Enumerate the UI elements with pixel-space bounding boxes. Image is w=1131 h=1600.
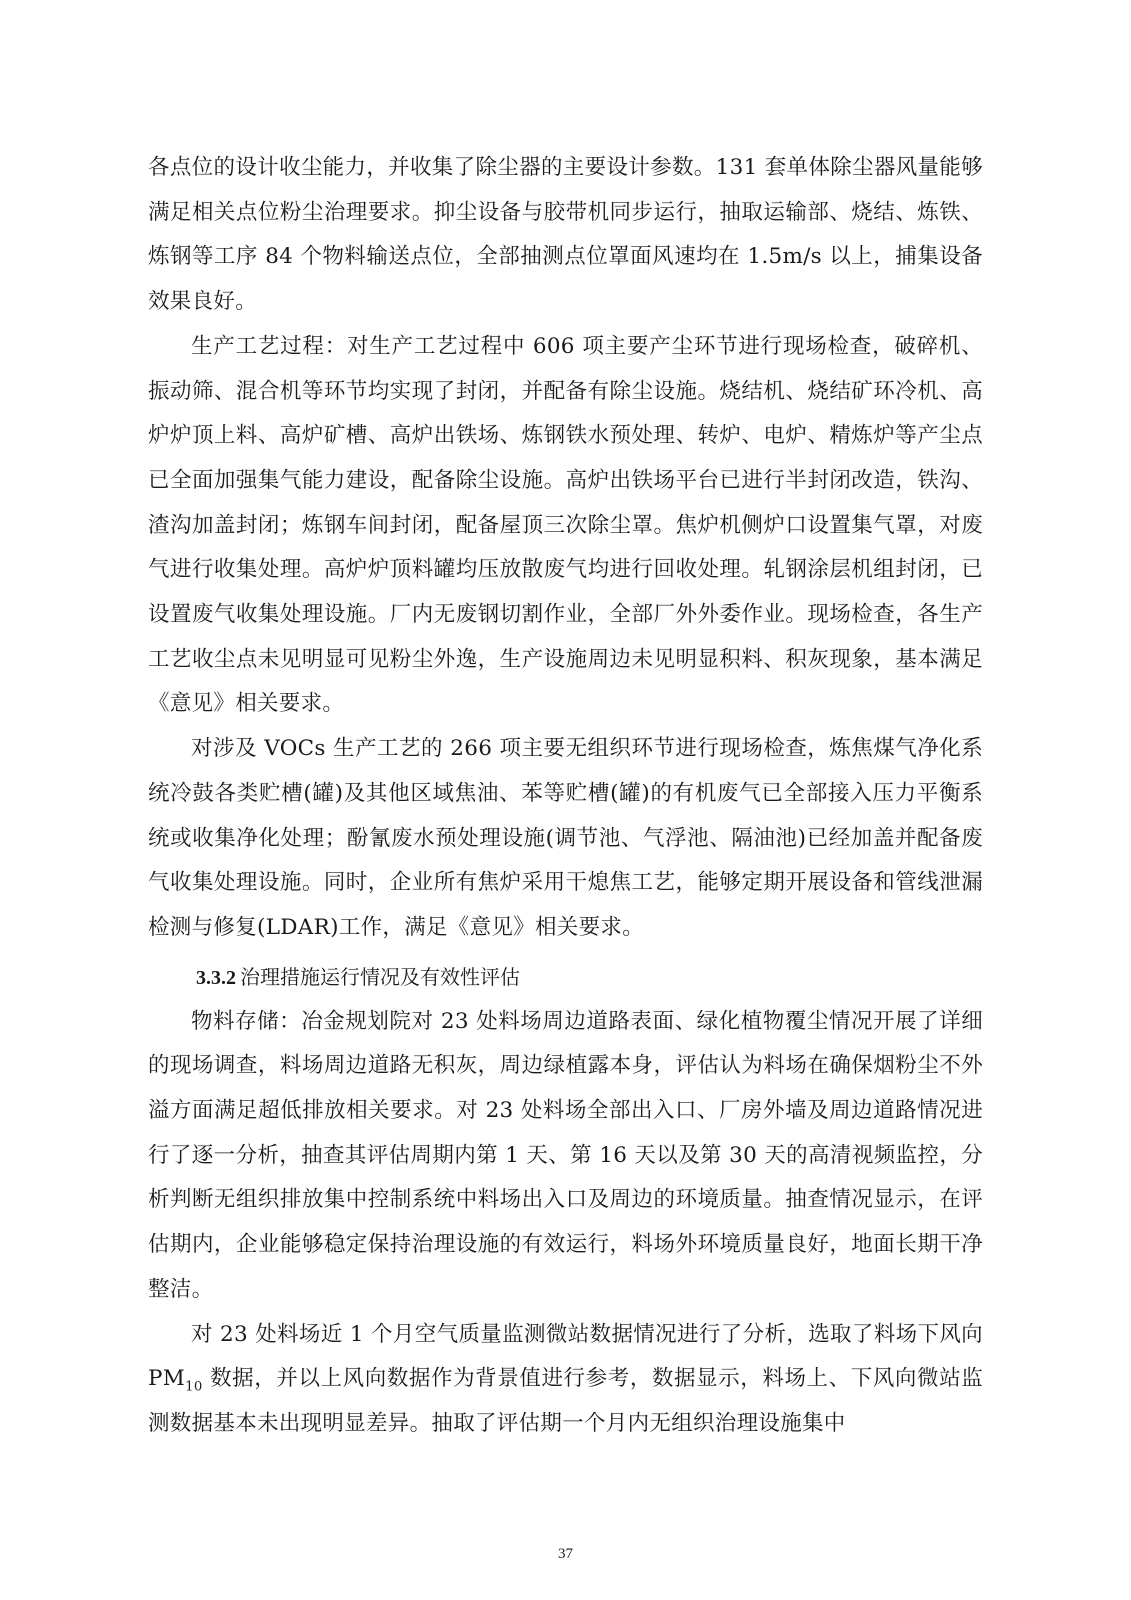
document-body bbox=[148, 146, 983, 1447]
page-number: 37 bbox=[558, 1546, 573, 1562]
paragraph-vocs-process: 对涉及 VOCs 生产工艺的 266 项主要无组织环节进行现场检查，炼焦煤气净化系统冷鼓各类贮槽(罐)及其他区域焦油、苯等贮槽(罐)的有机废气已全部接入压力平衡系统或收集净化处理；酚氰废水预处理设施(调节池、气浮池、隔油池)已经加盖并配备废气收集处理设施。同时，企业所有焦炉采用干熄焦工艺，能够定期开展设备和管线泄漏检测与修复(LDAR)工作，满足《意见》相关要求。 bbox=[148, 736, 983, 940]
section-title: 治理措施运行情况及有效性评估 bbox=[240, 964, 520, 989]
section-number: 3.3.2 bbox=[196, 966, 236, 989]
air-quality-text-start: 对 23 处料场近 1 个月空气质量监测微站数据情况进行了分析，选取了料场下风向 PM bbox=[148, 1321, 983, 1392]
air-quality-text-end: 数据，并以上风向数据作为背景值进行参考，数据显示，料场上、下风向微站监测数据基本未出现明显差异。抽取了评估期一个月内无组织治理设施集中 bbox=[148, 1366, 983, 1436]
section-heading bbox=[148, 955, 983, 1000]
paragraph-dust-collectors: 各点位的设计收尘能力，并收集了除尘器的主要设计参数。131 套单体除尘器风量能够满足相关点位粉尘治理要求。抑尘设备与胶带机同步运行，抽取运输部、烧结、炼铁、炼钢等工序 84 个物料输送点位，全部抽测点位罩面风速均在 1.5m/s 以上，捕集设备效果良好。 bbox=[148, 155, 983, 315]
paragraph-material-storage: 物料存储：冶金规划院对 23 处料场周边道路表面、绿化植物覆尘情况开展了详细的现场调查，料场周边道路无积灰，周边绿植露本身，评估认为料场在确保烟粉尘不外溢方面满足超低排放相关要求。对 23 处料场全部出入口、厂房外墙及周边道路情况进行了逐一分析，抽查其评估周期内第 1 天、第 16 天以及第 30 天的高清视频监控，分析判断无组织排放集中控制系统中料场出入口及周边的环境质量。抽查情况显示，在评估期内，企业能够稳定保持治理设施的有效运行，料场外环境质量良好，地面长期干净整洁。 bbox=[148, 1008, 983, 1302]
pm-subscript: 10 bbox=[185, 1379, 203, 1395]
paragraph-air-quality bbox=[148, 1313, 983, 1447]
paragraph-production-process: 生产工艺过程：对生产工艺过程中 606 项主要产尘环节进行现场检查，破碎机、振动筛、混合机等环节均实现了封闭，并配备有除尘设施。烧结机、烧结矿环冷机、高炉炉顶上料、高炉矿槽、高炉出铁场、炼钢铁水预处理、转炉、电炉、精炼炉等产尘点已全面加强集气能力建设，配备除尘设施。高炉出铁场平台已进行半封闭改造，铁沟、渣沟加盖封闭；炼钢车间封闭，配备屋顶三次除尘罩。焦炉机侧炉口设置集气罩，对废气进行收集处理。高炉炉顶料罐均压放散废气均进行回收处理。轧钢涂层机组封闭，已设置废气收集处理设施。厂内无废钢切割作业，全部厂外外委作业。现场检查，各生产工艺收尘点未见明显可见粉尘外逸，生产设施周边未见明显积料、积灰现象，基本满足《意见》相关要求。 bbox=[148, 333, 983, 717]
